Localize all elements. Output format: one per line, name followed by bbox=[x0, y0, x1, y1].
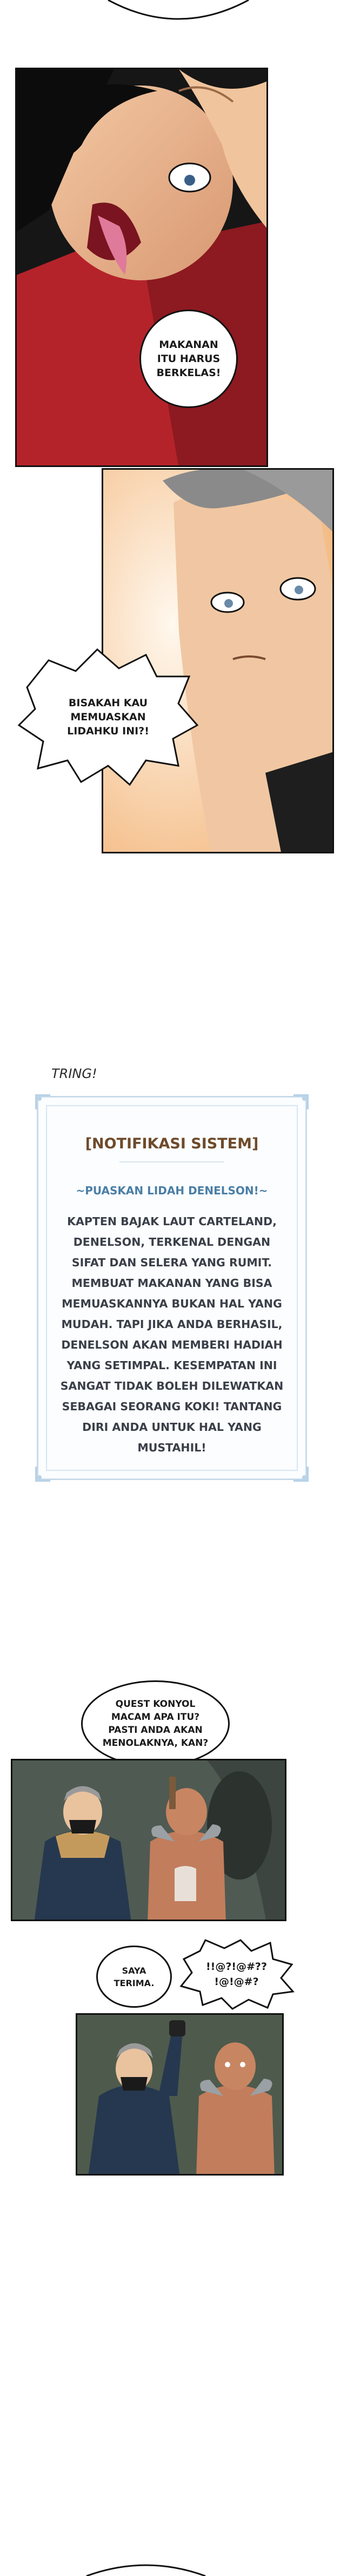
speech-bubble-silly-quest bbox=[81, 1680, 230, 1767]
notification-title: [NOTIFIKASI SISTEM] bbox=[85, 1135, 259, 1152]
panel-1-artwork bbox=[17, 69, 268, 467]
top-bubble-fragment bbox=[97, 0, 259, 32]
panel-4-artwork bbox=[77, 2015, 284, 2176]
bubble-text: QUEST KONYOL MACAM APA ITU? PASTI ANDA AKAN MENOLAKNYA, KAN? bbox=[102, 1699, 209, 1749]
corner-ornament-icon bbox=[35, 1094, 51, 1110]
shout-text-shock: !!@?!@#?? !@!@#? bbox=[206, 1961, 267, 1988]
speech-bubble-accept bbox=[96, 1946, 172, 2008]
comic-panel-screaming-chef bbox=[15, 68, 268, 467]
corner-ornament-icon bbox=[292, 1094, 309, 1110]
title-divider bbox=[119, 1161, 224, 1162]
corner-ornament-icon bbox=[35, 1466, 51, 1482]
notification-subtitle: ~PUASKAN LIDAH DENELSON!~ bbox=[76, 1184, 268, 1197]
comic-panel-accept-reaction bbox=[76, 2013, 284, 2176]
shout-text-satisfy: BISAKAH KAU MEMUASKAN LIDAHKU INI?! bbox=[67, 697, 149, 737]
bubble-text: SAYA TERIMA. bbox=[114, 1965, 155, 1988]
notification-body: KAPTEN BAJAK LAUT CARTELAND, DENELSON, TERKENAL DENGAN SIFAT DAN SELERA YANG RUMIT. MEMBUAT MAKANAN YANG BISA MEMUASKANNYA BUKAN HAL YANG MUDAH. TAPI JIKA ANDA BERHASIL, DENELSON AKAN MEMBERI HADIAH YANG SETIMPAL. KESEMPATAN INI SANGAT TIDAK BOLEH DILEWATKAN SEBAGAI SEORANG KOKI! TANTANG DIRI ANDA UNTUK HAL YANG MUSTAHIL! bbox=[60, 1215, 284, 1454]
system-notification-window bbox=[37, 1096, 307, 1480]
corner-ornament-icon bbox=[292, 1466, 309, 1482]
bottom-bubble-fragment bbox=[81, 2562, 211, 2576]
bubble-text: MAKANAN ITU HARUS BERKELAS! bbox=[156, 339, 221, 379]
speech-bubble-classy-food bbox=[139, 310, 238, 408]
comic-panel-two-characters bbox=[11, 1759, 286, 1921]
sfx-tring: TRING! bbox=[51, 1066, 97, 1081]
panel-3-artwork bbox=[12, 1760, 286, 1921]
